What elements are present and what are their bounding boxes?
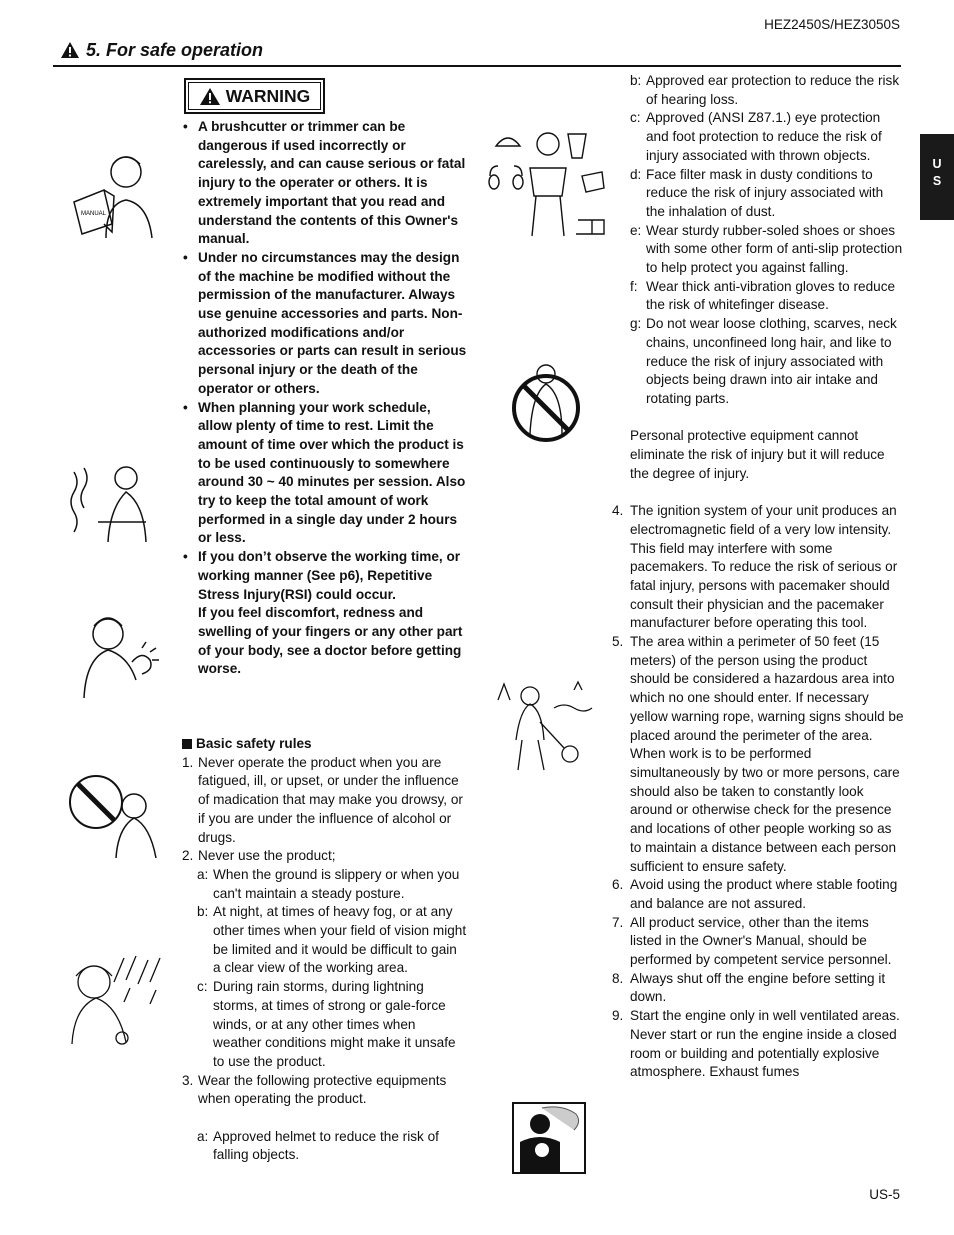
rule-item: 8. Always shut off the engine before setting it down. xyxy=(612,970,886,1005)
section-divider xyxy=(53,65,901,67)
rule-subitem: a: When the ground is slippery or when you can't maintain a steady posture. xyxy=(197,866,460,901)
warning-bullet: • Under no circumstances may the design of the machine be modified without the permission of the manufacturer. Always use genuine accessories and parts. Non-authorized modifications and/or accessories or parts can result in serious personal injury or the death of the operator or others. xyxy=(182,249,467,399)
reading-manual-illustration xyxy=(68,150,164,240)
rule-item: 9. Start the engine only in well ventilated areas. Never start or run the engine inside a closed room or building and potentially explosive atmosphere. Exhaust fumes xyxy=(612,1008,900,1080)
warning-triangle-icon xyxy=(199,87,221,106)
manual-cover-text: MANUAL xyxy=(81,211,107,217)
rule-item: 7. All product service, other than the items listed in the Owner's Manual, should be performed by competent service personnel. xyxy=(612,914,892,968)
working-area-illustration xyxy=(494,680,594,772)
basic-safety-heading xyxy=(182,735,467,754)
rule-item: 5. The area within a perimeter of 50 feet (15 meters) of the person using the product should be considered a hazardous area into which no one should enter. If necessary yellow warning rope, warning signs should be placed around the perimeter of the area. xyxy=(612,634,904,743)
model-number: HEZ2450S/HEZ3050S xyxy=(764,17,900,32)
rule-item-extra: When work is to be performed simultaneously by two or more persons, care should also be taken to constantly look around or otherwise check for the presence and locations of other people working so as to maintain a distance between each person sufficient to ensure safety. xyxy=(630,746,900,874)
bullet-extra-text: If you feel discomfort, redness and swelling of your fingers or any other part of your body, see a doctor before getting worse. xyxy=(198,605,463,677)
rule-subitem: b: At night, at times of heavy fog, or at any other times when your field of vision might be limited and it would be difficult to gain a clear view of the working area. xyxy=(197,904,467,976)
ventilation-hazard-icon xyxy=(512,1102,586,1174)
square-bullet-icon xyxy=(182,739,192,749)
page-number: US-5 xyxy=(869,1187,900,1202)
warning-bullets xyxy=(182,118,467,679)
rule-subitem: g: Do not wear loose clothing, scarves, neck chains, unconfineed long hair, and like to reduce the risk of injury associated with objects being drawn into air intake and rotating parts. xyxy=(630,316,897,406)
rule-item: 6. Avoid using the product where stable footing and balance are not assured. xyxy=(612,877,898,911)
right-column xyxy=(612,72,904,1082)
rule-subitem: b: Approved ear protection to reduce the risk of hearing loss. xyxy=(630,73,900,107)
warning-triangle-icon xyxy=(60,41,80,59)
protective-equipment-illustration xyxy=(486,128,610,242)
rule-subitem: c: During rain storms, during lightning storms, at times of strong or gale-force winds, or at any other times when weather conditions might make it unsafe to use the product. xyxy=(197,979,456,1069)
rule-item: 1. Never operate the product when you are fatigued, ill, or upset, or under the influence of madication that may make you drowsy, or if you are under the influence of alcohol or drugs. xyxy=(182,754,463,845)
section-title xyxy=(60,41,263,60)
rainstorm-illustration xyxy=(64,954,168,1046)
warning-bullet: • When planning your work schedule, allow plenty of time to rest. Limit the amount of time over which the product is to be used continuously to somewhere around 30 ~ 40 minutes per session. Also try to keep the total amount of work performed in a single day under 2 hours or less. xyxy=(182,399,467,549)
bullet-text: If you don’t observe the working time, or working manner (See p6), Repetitive Stress Injury(RSI) could occur. xyxy=(198,549,461,602)
rule-item: 3. Wear the following protective equipments when operating the product. xyxy=(182,1072,447,1107)
rule-item: 2. Never use the product; xyxy=(182,848,336,864)
rule-subitem: d: Face filter mask in dusty conditions to reduce the risk of injury associated with the inhalation of dust. xyxy=(630,166,884,219)
warning-label-box xyxy=(184,78,325,114)
language-tab xyxy=(920,134,954,220)
heading-text: Basic safety rules xyxy=(196,736,312,751)
tab-letter: S xyxy=(932,174,942,188)
basic-safety-rules xyxy=(182,735,467,1165)
rule-subitem: e: Wear sturdy rubber-soled shoes or shoes with some other form of anti-slip protection to help protect you against falling. xyxy=(630,222,903,276)
sore-hand-illustration xyxy=(76,612,162,700)
warning-bullet: • A brushcutter or trimmer can be dangerous if used incorrectly or carelessly, and can cause serious or fatal injury to the operater or others. It is extremely important that you read and understand the contents of this Owner's manual. xyxy=(182,118,467,249)
tab-letter: U xyxy=(932,157,942,171)
no-alcohol-illustration xyxy=(66,766,162,860)
warning-bullet xyxy=(182,548,467,679)
no-loose-clothing-illustration xyxy=(510,360,584,450)
ppe-note: Personal protective equipment cannot eliminate the risk of injury but it will reduce the degree of injury. xyxy=(630,428,885,481)
rule-item: 4. The ignition system of your unit produces an electromagnetic field of a very low intensity. This field may interfere with some pacemakers. To reduce the risk of serious or fatal injury, persons with pacemaker should consult their physician and the pacemaker manufacturer before operating this tool. xyxy=(612,503,898,631)
rule-subitem: c: Approved (ANSI Z87.1.) eye protection and foot protection to reduce the risk of injury associated with thrown objects. xyxy=(630,110,882,163)
rule-subitem: a: Approved helmet to reduce the risk of falling objects. xyxy=(197,1128,439,1163)
section-title-text: 5. For safe operation xyxy=(86,40,264,60)
warning-label: WARNING xyxy=(225,85,311,106)
rule-subitem: f: Wear thick anti-vibration gloves to reduce the risk of whitefinger disease. xyxy=(630,278,896,313)
resting-worker-illustration xyxy=(68,462,164,548)
